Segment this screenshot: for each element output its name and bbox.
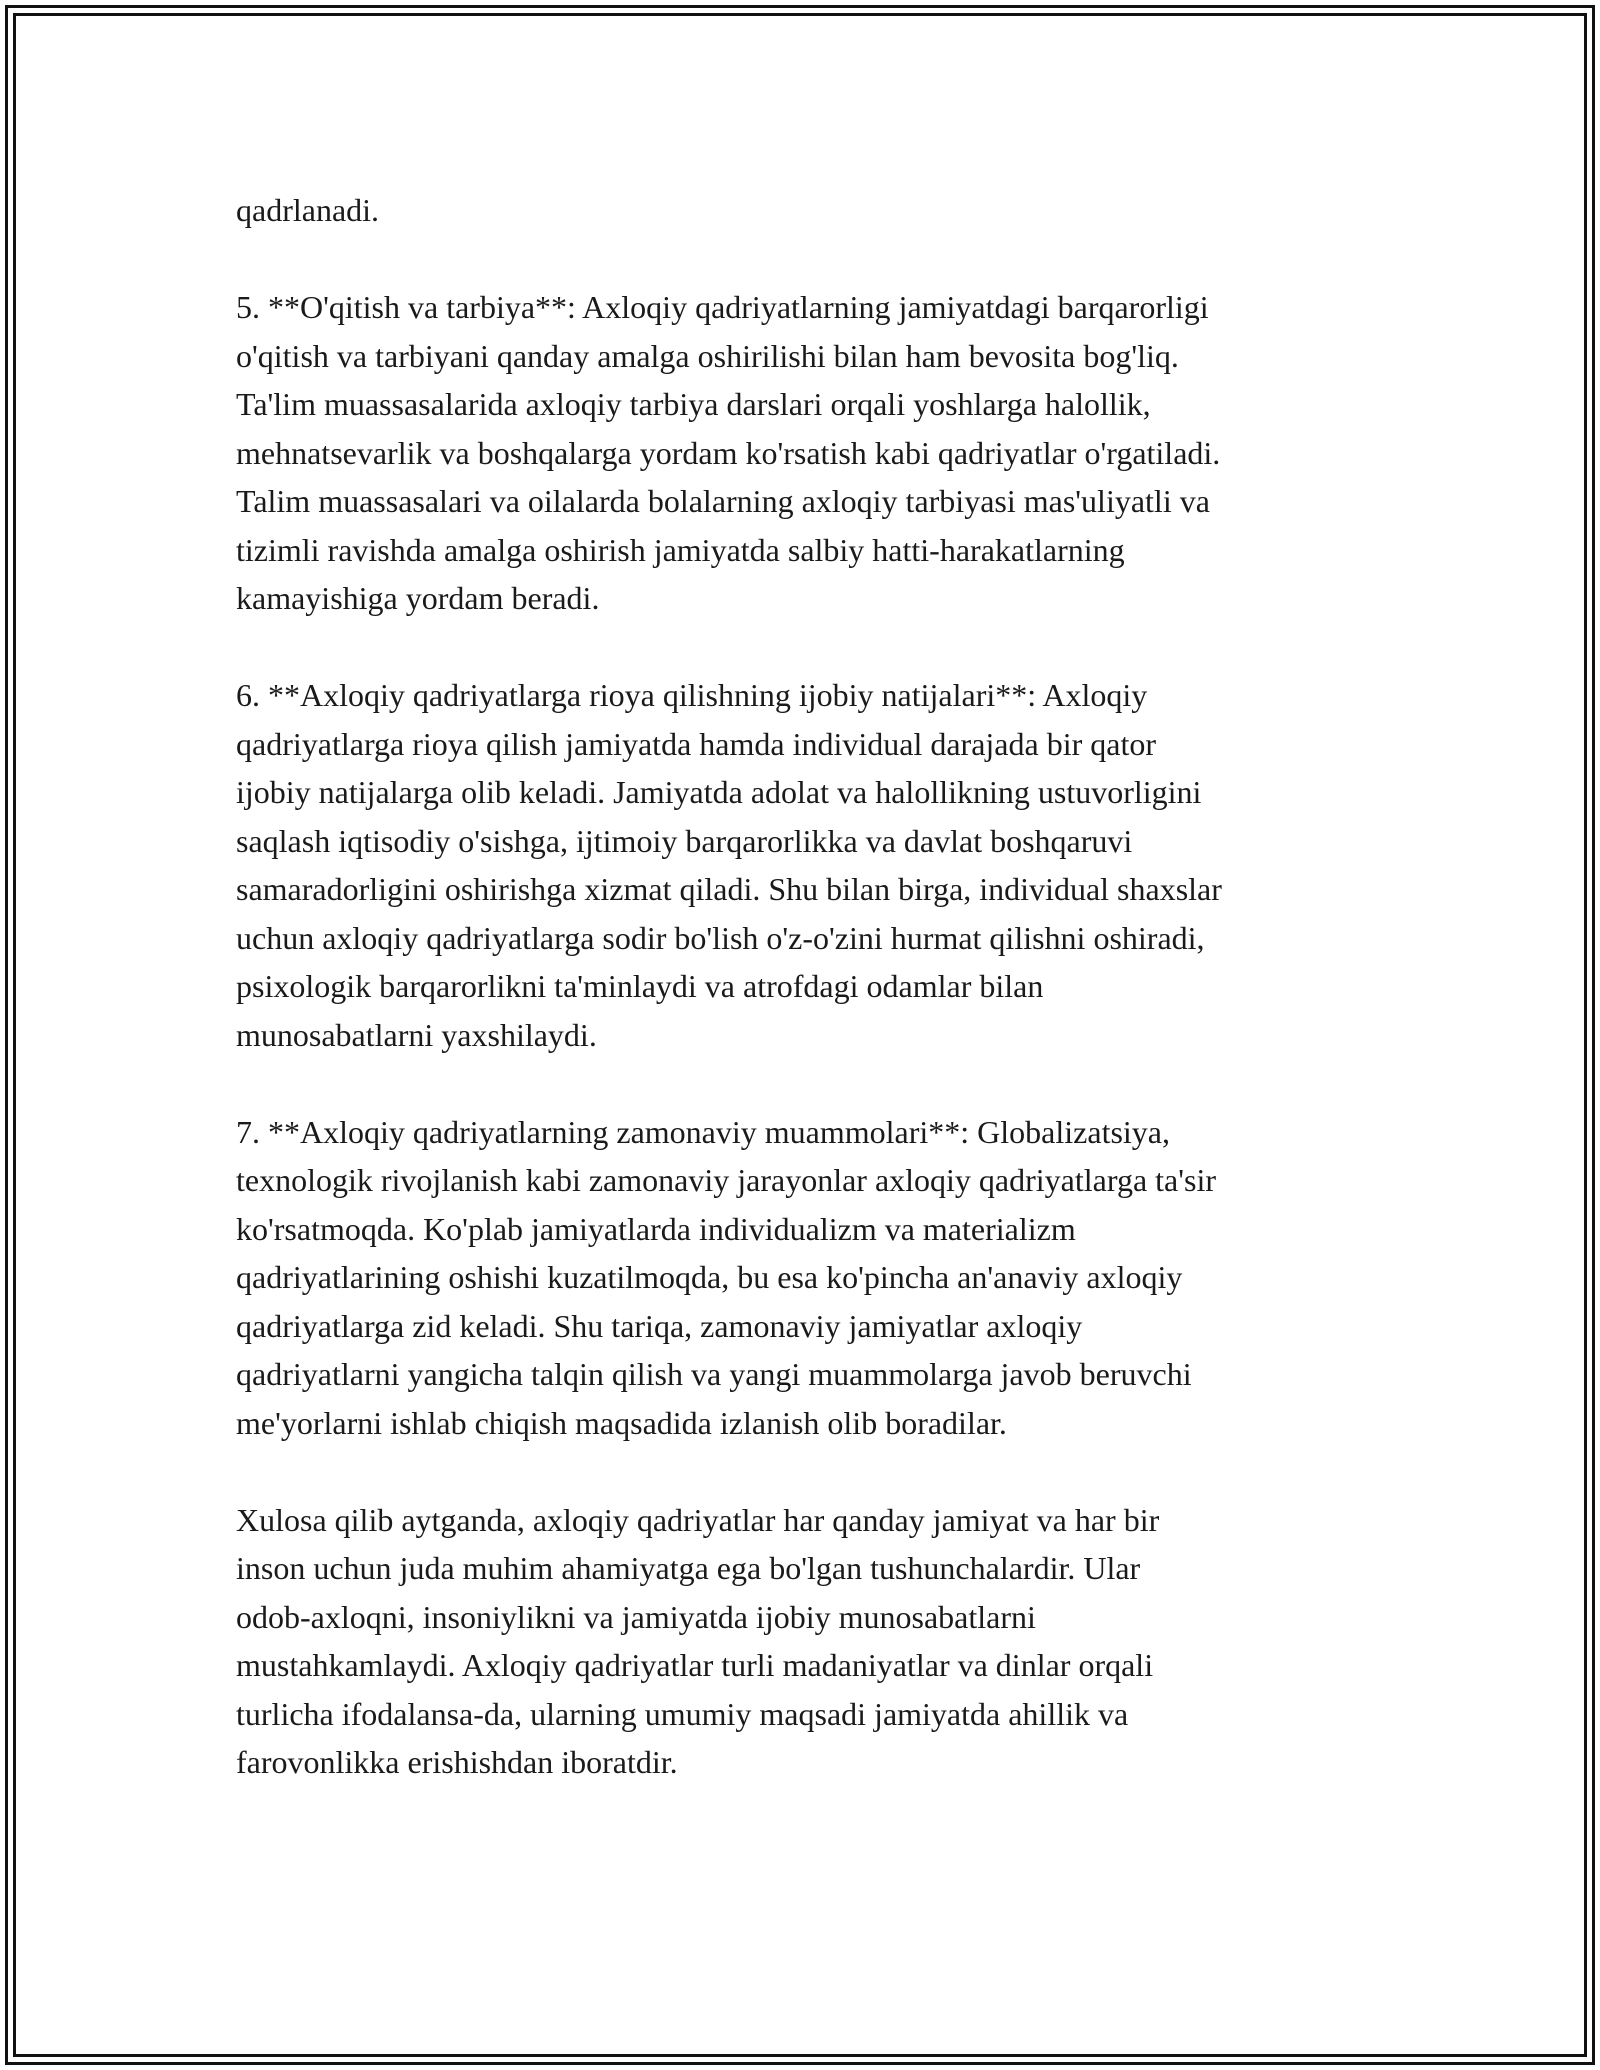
paragraph-item-7: 7. **Axloqiy qadriyatlarning zamonaviy muammolari**: Globalizatsiya, texnologik rivojlanish kabi zamonaviy jarayonlar axloqiy qadriyatlarga ta'sir ko'rsatmoqda. Ko'plab jamiyatlarda individualizm va materializm qadriyatlarining oshishi kuzatilmoqda, bu esa ko'pincha an'anaviy axloqiy qadriyatlarga zid keladi. Shu tariqa, zamonaviy jamiyatlar axloqiy qadriyatlarni yangicha talqin qilish va yangi muammolarga javob beruvchi me'yorlarni ishlab chiqish maqsadida izlanish olib boradilar. bbox=[236, 1113, 1216, 1441]
paragraph-item-5: 5. **O'qitish va tarbiya**: Axloqiy qadriyatlarning jamiyatdagi barqarorligi o'qitish va tarbiyani qanday amalga oshirilishi bilan ham bevosita bog'liq. Ta'lim muassasalarida axloqiy tarbiya darslari orqali yoshlarga halollik, mehnatsevarlik va boshqalarga yordam ko'rsatish kabi qadriyatlar o'rgatiladi. Talim muassasalari va oilalarda bolalarning axloqiy tarbiyasi mas'uliyatli va tizimli ravishda amalga oshirish jamiyatda salbiy hatti-harakatlarning kamayishiga yordam beradi. bbox=[236, 289, 1221, 616]
document-body bbox=[236, 186, 1376, 1835]
paragraph-item-6: 6. **Axloqiy qadriyatlarga rioya qilishning ijobiy natijalari**: Axloqiy qadriyatlarga rioya qilish jamiyatda hamda individual darajada bir qator ijobiy natijalarga olib keladi. Jamiyatda adolat va halollikning ustuvorligini saqlash iqtisodiy o'sishga, ijtimoiy barqarorlikka va davlat boshqaruvi samaradorligini oshirishga xizmat qiladi. Shu bilan birga, individual shaxslar uchun axloqiy qadriyatlarga sodir bo'lish o'z-o'zini hurmat qilishni oshiradi, psixologik barqarorlikni ta'minlaydi va atrofdagi odamlar bilan munosabatlarni yaxshilaydi. bbox=[236, 677, 1222, 1053]
paragraph-continuation: qadrlanadi. bbox=[236, 192, 380, 228]
paragraph-conclusion: Xulosa qilib aytganda, axloqiy qadriyatlar har qanday jamiyat va har bir inson uchun juda muhim ahamiyatga ega bo'lgan tushunchalardir. Ular odob-axloqni, insoniylikni va jamiyatda ijobiy munosabatlarni mustahkamlaydi. Axloqiy qadriyatlar turli madaniyatlar va dinlar orqali turlicha ifodalansa-da, ularning umumiy maqsadi jamiyatda ahillik va farovonlikka erishishdan iboratdir. bbox=[236, 1501, 1160, 1780]
